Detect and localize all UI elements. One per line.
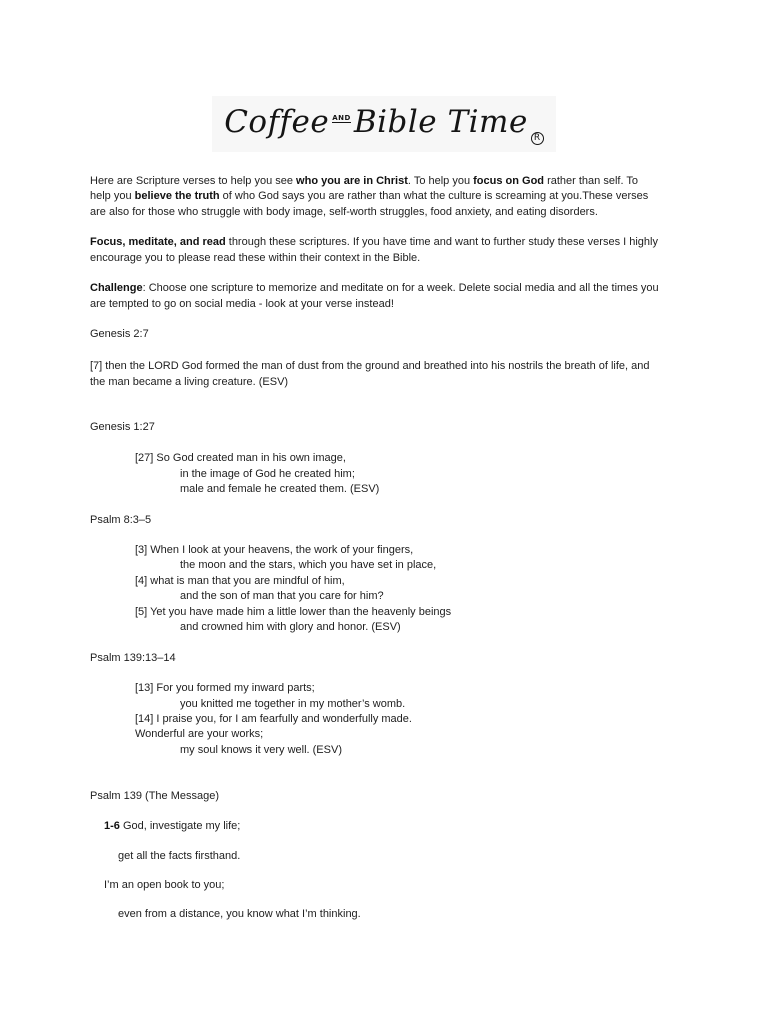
intro-line-2: help you believe the truth of who God says you are rather than what the culture is screaming at you.These verses [90, 190, 649, 202]
verse-line: get all the facts firsthand. [118, 850, 241, 862]
verse-line: even from a distance, you know what I’m thinking. [118, 908, 361, 920]
verse-line: [7] then the LORD God formed the man of dust from the ground and breathed into his nostrils the breath of life, and [90, 360, 650, 372]
header-logo [212, 96, 556, 152]
registered-mark-icon: R [531, 132, 544, 145]
verse-line: [13] For you formed my inward parts; [135, 682, 315, 694]
intro-line-1: Here are Scripture verses to help you see who you are in Christ. To help you focus on God rather than self. To [90, 175, 638, 187]
verse-line: my soul knows it very well. (ESV) [180, 744, 342, 756]
verse-line: [4] what is man that you are mindful of him, [135, 575, 345, 587]
logo-wordmark: Coffee ANDBible Time R [224, 104, 544, 145]
verse-number: 1-6 [104, 820, 120, 832]
verse-line: Wonderful are your works; [135, 728, 264, 740]
challenge-line-1: Challenge: Choose one scripture to memorize and meditate on for a week. Delete social media and all the times you [90, 282, 659, 294]
challenge-line-2: are tempted to go on social media - look at your verse instead! [90, 298, 394, 310]
focus-line-1: Focus, meditate, and read through these scriptures. If you have time and want to further study these verses I highly [90, 236, 658, 248]
verse-line: male and female he created them. (ESV) [180, 483, 380, 495]
verse-line: and crowned him with glory and honor. (ESV) [180, 621, 401, 633]
verse-line: [14] I praise you, for I am fearfully and wonderfully made. [135, 713, 412, 725]
logo-and: AND [332, 114, 351, 123]
intro-line-3: are also for those who struggle with body image, self-worth struggles, food anxiety, and eating disorders. [90, 206, 598, 218]
verse-line: you knitted me together in my mother’s womb. [180, 698, 406, 710]
verse-line: the moon and the stars, which you have set in place, [180, 559, 437, 571]
focus-line-2: encourage you to please read these within their context in the Bible. [90, 252, 421, 264]
verse-line: 1-6 God, investigate my life; [104, 820, 241, 832]
verse-line: [5] Yet you have made him a little lower than the heavenly beings [135, 606, 452, 618]
verse-line: [27] So God created man in his own image, [135, 452, 346, 464]
verse-line: and the son of man that you care for him? [180, 590, 384, 602]
verse-reference: Psalm 8:3–5 [90, 514, 152, 526]
verse-line: in the image of God he created him; [180, 468, 355, 480]
verse-reference: Genesis 2:7 [90, 328, 149, 340]
verse-line: the man became a living creature. (ESV) [90, 376, 289, 388]
verse-reference: Genesis 1:27 [90, 421, 155, 433]
verse-line: [3] When I look at your heavens, the work of your fingers, [135, 544, 414, 556]
verse-reference: Psalm 139 (The Message) [90, 790, 219, 802]
verse-reference: Psalm 139:13–14 [90, 652, 176, 664]
verse-line: I’m an open book to you; [104, 879, 225, 891]
